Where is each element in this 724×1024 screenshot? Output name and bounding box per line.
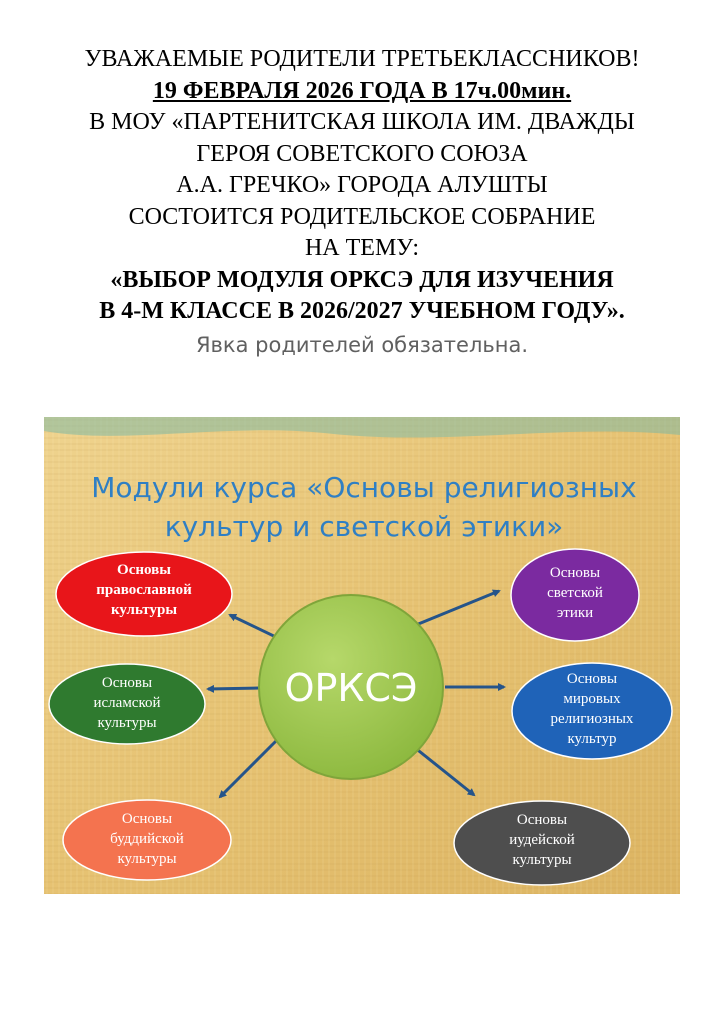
module-world-religions [512,663,672,759]
place-line: В МОУ «ПАРТЕНИТСКАЯ ШКОЛА ИМ. ДВАЖДЫ [89,109,635,135]
module-label: Основы [566,671,618,687]
place-line: НА ТЕМУ: [304,235,420,261]
meeting-topic: «ВЫБОР МОДУЛЯ ОРКСЭ ДЛЯ ИЗУЧЕНИЯ [110,266,614,293]
module-label: Основы [101,675,153,691]
place-line: СОСТОИТСЯ РОДИТЕЛЬСКОЕ СОБРАНИЕ [128,203,596,230]
module-label: культуры [97,715,157,731]
notice-greeting: УВАЖАЕМЫЕ РОДИТЕЛИ ТРЕТЬЕКЛАССНИКОВ! [84,46,640,72]
module-label: иудейской [509,832,575,848]
module-label: культуры [110,602,178,618]
poster-title-line: культур и светской этики» [164,510,564,543]
module-label: этики [556,605,594,621]
module-islamic [49,664,205,744]
module-secular-ethics [511,549,639,641]
module-label: светской [547,585,603,601]
parent-meeting-notice [0,44,724,361]
module-label: культуры [512,852,572,868]
orkse-center-label: ОРКСЭ [284,666,418,710]
module-label: мировых [563,691,621,707]
orkse-modules-poster [44,417,680,894]
attendance-note: Явка родителей обязательна. [195,332,529,357]
module-label: Основы [516,812,568,828]
module-label: исламской [93,695,161,711]
meeting-topic: В 4-М КЛАССЕ В 2026/2027 УЧЕБНОМ ГОДУ». [99,298,625,324]
arrow [208,688,259,689]
module-label: Основы [117,562,171,578]
module-label: культуры [117,851,177,867]
place-line: ГЕРОЯ СОВЕТСКОГО СОЮЗА [196,140,528,167]
module-label: религиозных [550,711,634,727]
module-orthodox [56,552,232,636]
module-label: православной [96,582,192,598]
module-label: Основы [121,811,173,827]
place-line: А.А. ГРЕЧКО» ГОРОДА АЛУШТЫ [176,172,548,198]
module-buddhist [63,800,231,880]
poster-title-line: Модули курса «Основы религиозных [91,471,637,504]
module-label: культур [567,731,617,747]
module-label: Основы [549,565,601,581]
module-label: буддийской [110,831,184,847]
meeting-date: 19 ФЕВРАЛЯ 2026 ГОДА В 17ч.00мин. [152,77,572,104]
module-judaic [454,801,630,885]
